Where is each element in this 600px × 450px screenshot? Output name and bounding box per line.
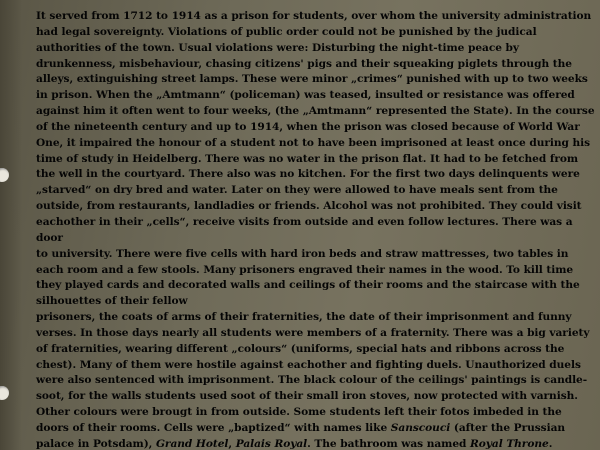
italic-cell-name: Palais Royal <box>235 437 308 450</box>
text-line: authorities of the town. Usual violations were: Disturbing the night-time peace by <box>36 41 520 54</box>
text-line: drunkenness, misbehaviour, chasing citizens' pigs and their squeaking piglets through the <box>36 57 572 70</box>
text-line: One, it impaired the honour of a student not to have been imprisoned at least once during his <box>36 136 591 149</box>
italic-cell-name: Grand Hotel <box>155 437 229 450</box>
text-line: eachother in their „cells“, receive visits from outside and even follow lectures. There was a <box>36 215 573 228</box>
text-line: in prison. When the „Amtmann“ (policeman) was teased, insulted or resistance was offered <box>36 89 575 102</box>
italic-cell-name: Sanscouci <box>390 421 451 434</box>
text-line: Other colours were brougt in from outside. Some students left their fotos imbeded in the <box>36 406 562 419</box>
text-line <box>36 421 592 437</box>
text-line: verses. In those days nearly all students were members of a fraternity. There was a big variety <box>36 326 590 339</box>
text-line: outside, from restaurants, landladies or friends. Alcohol was not prohibited. They could visit <box>36 200 582 213</box>
text-line: they played cards and decorated walls and ceilings of their rooms and the staircase with the <box>36 279 580 292</box>
text-line: It served from 1712 to 1914 as a prison for students, over whom the university administration <box>36 10 592 22</box>
text-segment: . The bathroom was named <box>307 437 471 450</box>
mounting-hole <box>0 386 9 400</box>
text-line: alleys, extinguishing street lamps. These were minor „crimes“ punished with up to two weeks <box>36 73 588 86</box>
text-segment: . <box>548 437 553 450</box>
text-line: the well in the courtyard. There also was no kitchen. For the first two days delinquents were <box>36 168 580 181</box>
text-line: silhouettes of their fellow <box>36 295 188 308</box>
text-segment: palace in Potsdam), <box>36 437 156 450</box>
text-line: against him it often went to four weeks, (the „Amtmann“ represented the State). In the course <box>36 105 595 118</box>
text-line: were also sentenced with imprisonment. The black colour of the ceilings' paintings is candle- <box>36 374 588 387</box>
text-line: to university. There were five cells with hard iron beds and straw mattresses, two tables in <box>36 247 569 260</box>
text-line: of fraternities, wearing different „colours“ (uniforms, special hats and ribbons across the <box>36 342 565 355</box>
mounting-hole <box>0 168 9 182</box>
text-line: time of study in Heidelberg. There was no water in the prison flat. It had to be fetched from <box>36 152 579 165</box>
text-segment: , <box>228 437 236 450</box>
text-segment: doors of their rooms. Cells were „baptized“ with names like <box>36 421 388 434</box>
text-line <box>36 437 592 450</box>
text-segment: (after the Prussian <box>450 421 566 434</box>
text-line: door <box>36 231 63 244</box>
italic-cell-name: Royal Throne <box>470 437 549 450</box>
text-line: each room and a few stools. Many prisoners engraved their names in the wood. To kill time <box>36 263 574 276</box>
text-line: of the nineteenth century and up to 1914, when the prison was closed because of World War <box>36 120 580 133</box>
text-line: prisoners, the coats of arms of their fraternities, the date of their imprisonment and funny <box>36 311 572 324</box>
text-line: soot, for the walls students used soot of their small iron stoves, now protected with varnish. <box>36 390 578 403</box>
text-line: „starved“ on dry bred and water. Later on they were allowed to have meals sent from the <box>36 184 558 197</box>
text-line: had legal sovereignty. Violations of public order could not be punished by the judical <box>36 25 537 38</box>
placard-text <box>36 9 595 450</box>
text-line: chest). Many of them were hostile against eachother and fighting duels. Unauthorized duels <box>36 358 581 371</box>
